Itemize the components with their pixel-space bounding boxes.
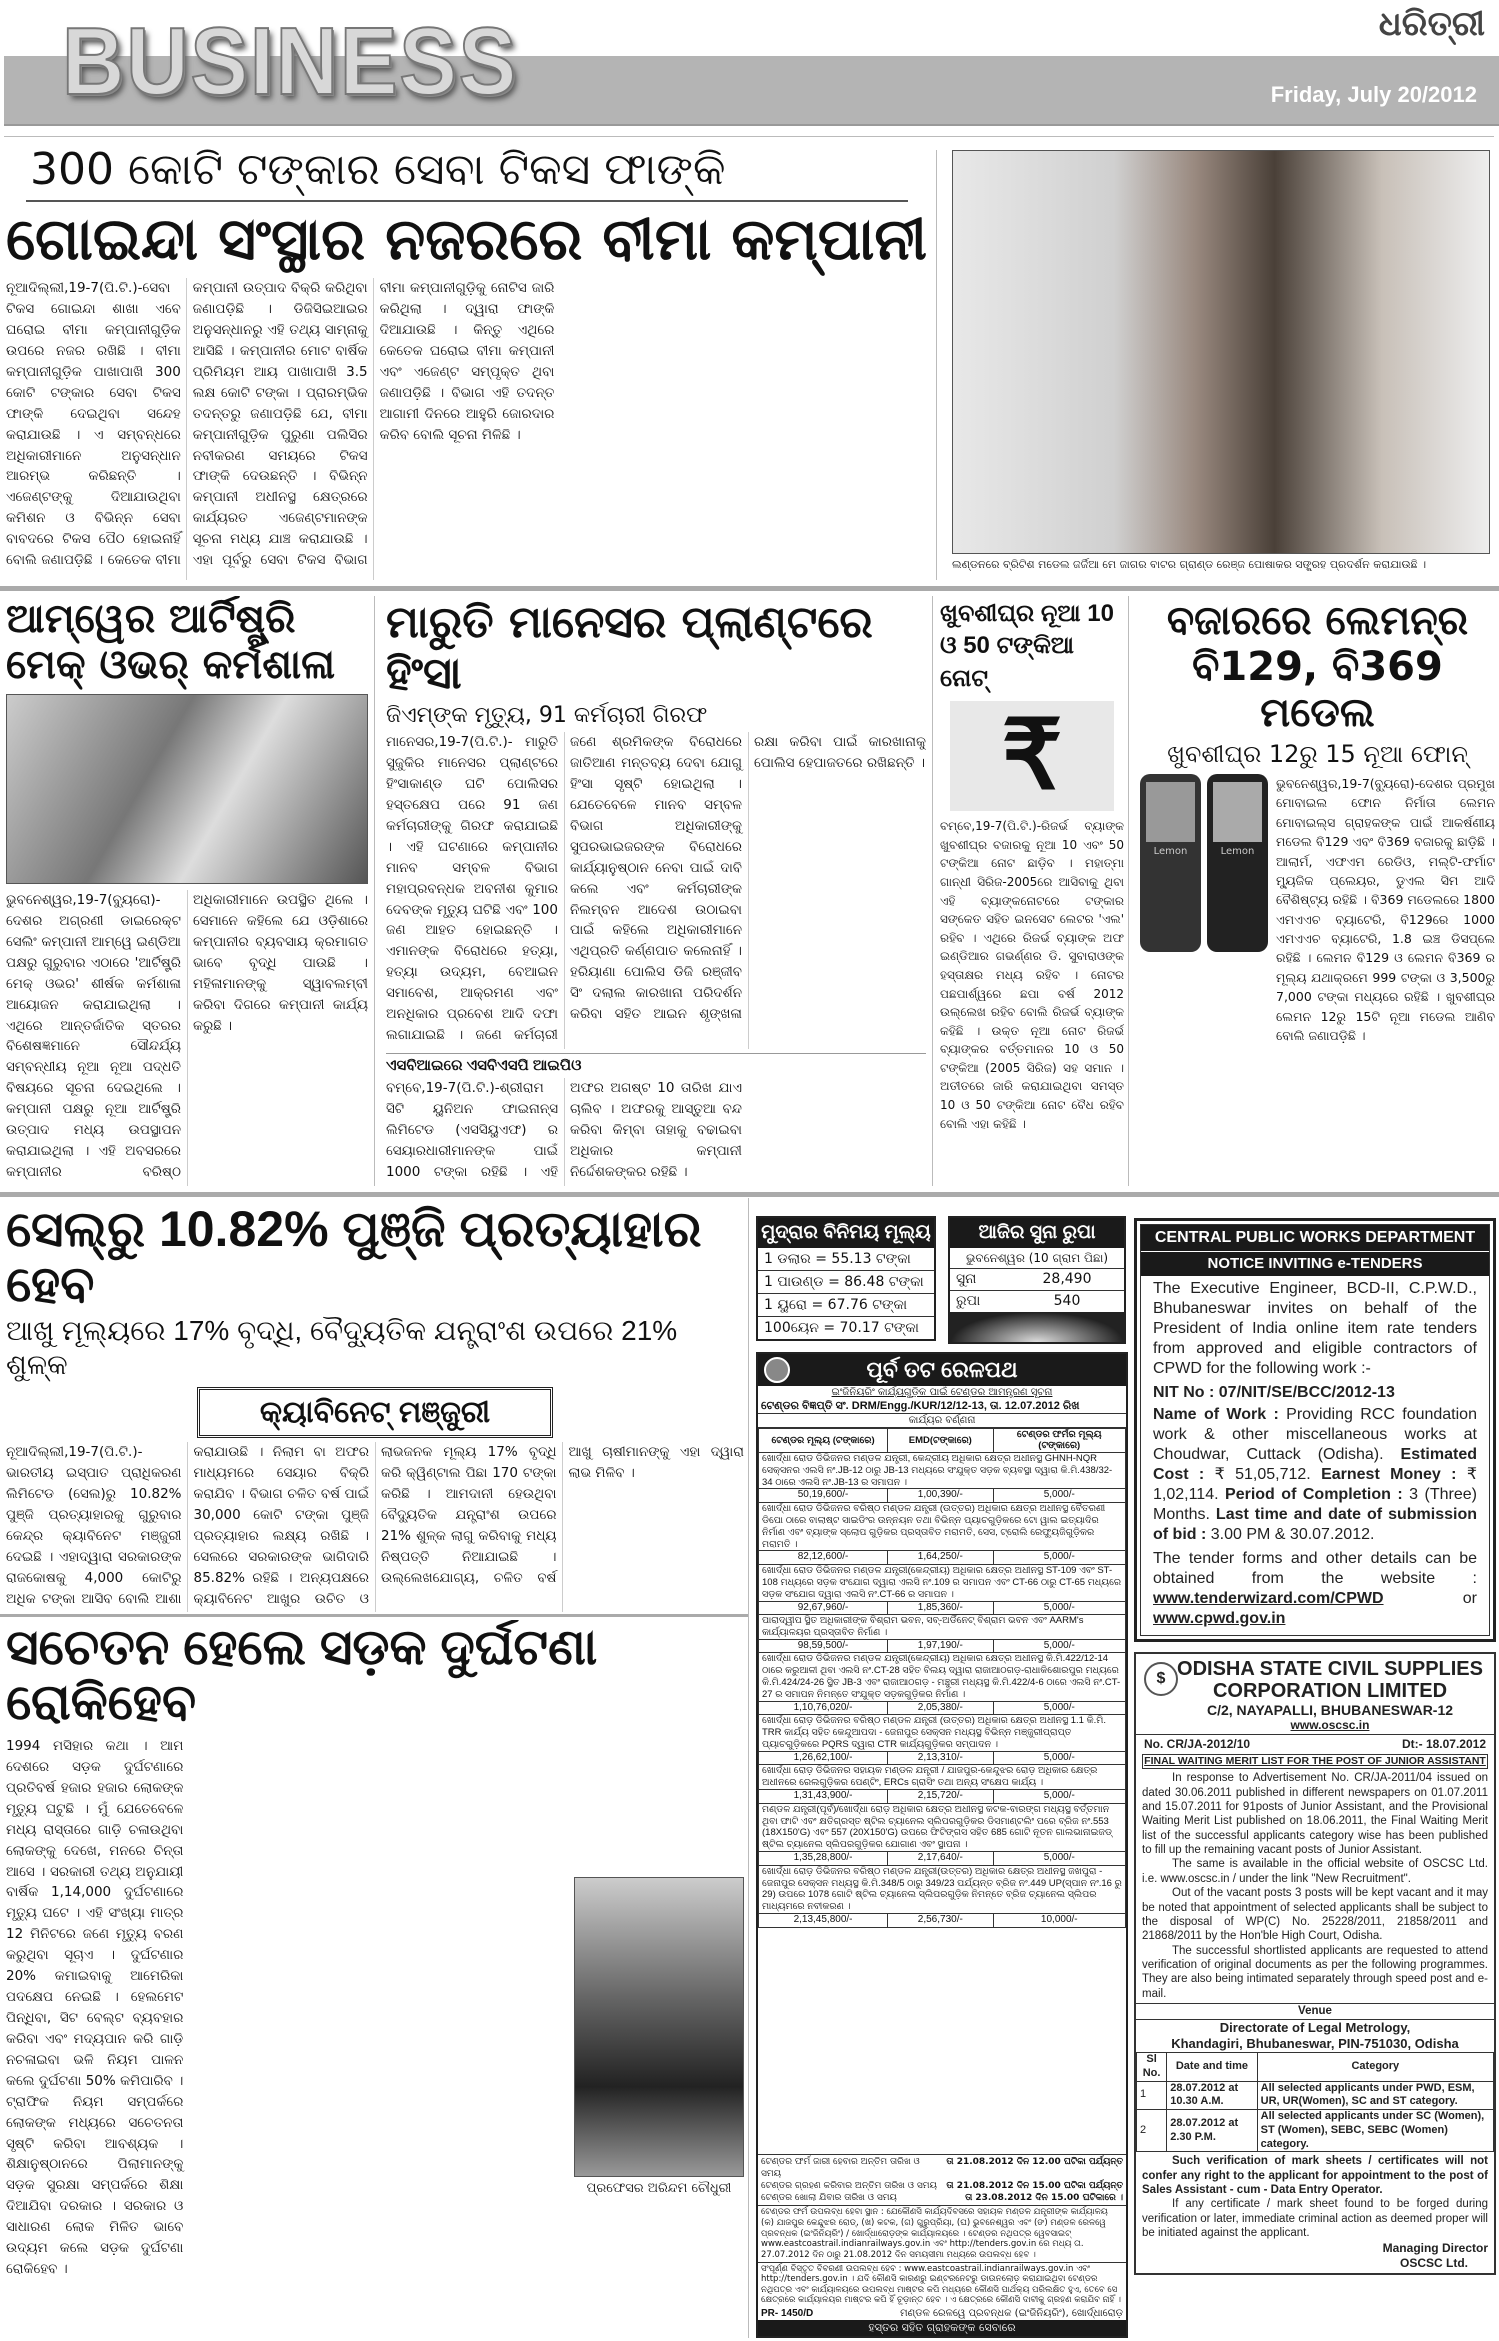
estimated-cost: ₹ 51,05,712. [1214, 1466, 1311, 1483]
col-sl: Sl No. [1137, 2053, 1167, 2082]
gold-row [950, 1269, 1124, 1291]
sail-subheadline: ଆଖୁ ମୂଲ୍ୟରେ 17% ବୃଦ୍ଧି, ବୈଦ୍ୟୁତିକ ଯନ୍ତ୍ରାଂଶ ଉପରେ 21% ଶୁଳ୍କ [6, 1315, 678, 1380]
tender-emd: 2,56,730/- [888, 1914, 993, 1928]
venue [1136, 2019, 1494, 2053]
lemon-headline: ବଜାରରେ ଲେମନ୍‌ର ବି129, ବି369 ମଡେଲ [1166, 598, 1469, 736]
tender-work-row [759, 1803, 1126, 1852]
railway-footer: ହସ୍ତର ସହିତ ଗ୍ରାହକଙ୍କ ସେବାରେ [758, 2320, 1126, 2336]
ref-date: Dt:- 18.07.2012 [1401, 1737, 1486, 1751]
para: The successful shortlisted applicants are requested to attend verification of original documents as per the following programmes. They are also being intimated separately through speed post and e-mail. [1142, 1944, 1488, 2000]
cell: 28.07.2012 at 10.30 A.M. [1167, 2081, 1257, 2110]
divider [748, 1198, 749, 2338]
tender-emd: 2,13,310/- [888, 1751, 993, 1765]
tender-sign [758, 2307, 1126, 2320]
tender-emd: 1,97,190/- [888, 1639, 993, 1653]
divider [374, 596, 375, 1186]
tender-values-row [759, 1751, 1126, 1765]
maruti-body: ମାନେସର,19-7(ପି.ଟି.)- ମାରୁତି ସୁଜୁକିର ମାନେସର ପ୍ଲାଣ୍ଟରେ ହିଂସାକାଣ୍ଡ ଘଟି ପୋଲିସର ହସ୍ତକ୍ଷେପ ପରେ 91 ଜଣ କର୍ମଚାରୀଙ୍କୁ ଗିରଫ କରାଯାଇଛି । ଏହି ଘଟଣାରେ କମ୍ପାନୀର ମାନବ ସମ୍ବଳ ବିଭାଗ ମହାପ୍ରବନ୍ଧକ ଅବନୀଶ କୁମାର ଦେବଙ୍କ ମୃତ୍ୟୁ ଘଟିଛି ଏବଂ 100 ଜଣ ଆହତ ହୋଇଛନ୍ତି । ଏମାନଙ୍କ ବିରୋଧରେ ହତ୍ୟା, ହତ୍ୟା ଉଦ୍ୟମ, ବେଆଇନ ସମାବେଶ, ଆକ୍ରମଣ ଏବଂ ଅନଧିକାର ପ୍ରବେଶ ଆଦି ଦଫା ଲଗାଯାଇଛି । ଜଣେ କର୍ମଚାରୀ ଜଣେ ଶ୍ରମିକଙ୍କ ବିରୋଧରେ ଜାତିଆଣ ମନ୍ତବ୍ୟ ଦେବା ଯୋଗୁ ହିଂସା ସୃଷ୍ଟି ହୋଇଥିଲା । ଯେତେବେଳେ ମାନବ ସମ୍ବଳ ବିଭାଗ ଅଧିକାରୀଙ୍କୁ ସୁପରଭାଇଜରଙ୍କ ବିରୋଧରେ କାର୍ଯ୍ୟାନୁଷ୍ଠାନ ନେବା ପାଇଁ ଦାବି କଲେ ଏବଂ କର୍ମଚାରୀଙ୍କ ନିଲମ୍ବନ ଆଦେଶ ଉଠାଇବା ପାଇଁ କହିଲେ ଅଧିକାରୀମାନେ ଏଥିପ୍ରତି କର୍ଣ୍ଣପାତ କଲେନାହିଁ । ହରିୟାଣା ପୋଲିସ ଡିଜି ରଞ୍ଜୀବ ସିଂ ଦଲାଲ କାରଖାନା ପରିଦର୍ଶନ କରିବା ସହିତ ଆଇନ ଶୃଙ୍ଖଳା ରକ୍ଷା କରିବା ପାଇଁ କାରଖାନାକୁ ପୋଲିସ ହେପାଜତରେ ରଖିଛନ୍ତି । [386, 734, 926, 1044]
currency-row: 100ୟେନ = 70.17 ଟଙ୍କା [764, 1320, 919, 1336]
oscsc-header [1136, 1654, 1494, 1734]
tender-form-cost: 5,000/- [993, 1601, 1125, 1615]
rupee-headline: ଖୁବଶୀଘ୍ର ନୂଆ 10 ଓ 50 ଟଙ୍କିଆ ନୋଟ୍ [940, 600, 1114, 692]
venue-label: Venue [1136, 2003, 1494, 2018]
date-row [761, 2180, 1123, 2192]
tender-values-row [759, 1551, 1126, 1565]
date-value: ତା 23.08.2012 ଦିନ 15.00 ଘଟିକାରେ । [965, 2193, 1123, 2204]
section-title: BUSINESS [62, 8, 519, 115]
currency-row: 1 ପାଉଣ୍ଡ = 86.48 ଟଙ୍କା [758, 1271, 934, 1294]
road-content [6, 1736, 744, 2336]
currency-title: ମୁଦ୍ରାର ବିନିମୟ ମୂଲ୍ୟ [758, 1218, 934, 1248]
work-label: Name of Work : [1153, 1406, 1279, 1423]
currency-row: 1 ଡଲାର = 55.13 ଟଙ୍କା [758, 1248, 934, 1271]
pr-number: PR- 1450/D [761, 2308, 814, 2319]
tender-work-row [759, 1615, 1126, 1640]
work-description: ମଣ୍ଡଳ ଯନ୍ତ୍ରୀ(ପୂର୍ବ)/ଖୋର୍ଦ୍ଧା ରୋଡ଼ ଅଧିକାର କ୍ଷେତ୍ର ଅଧୀନସ୍ଥ କଟକ-ବାରଙ୍ଗ ମଧ୍ୟସ୍ଥ ବର୍ତ୍ତମାନ ଥିବା ଫାଟି ଏବଂ କ୍ଷତିଗ୍ରସ୍ତ ଷ୍ଟିଲ ଚ୍ୟାନେଲ ସ୍ଲିପରଗୁଡ଼ିକର ଡିସମାଣ୍ଟଲିଂ ପରେ ବ୍ରିଜ ନଂ.553 (18X150'G) ଏବଂ 557 (20X150'G) ଉପରେ ଫିଟିଙ୍ଗସ ସହିତ 685 ଗୋଟି ନୂତନ ଗାଲଭାନାଇଜଡ୍ ଷ୍ଟିଲ ଚ୍ୟାନେଲ ସ୍ଲିପରଗୁଡ଼ିକର ଯୋଗାଣ ଏବଂ ସ୍ଥାପନା । [759, 1803, 1126, 1852]
col-category: Category [1257, 2053, 1493, 2082]
metal-price: 540 [1053, 1293, 1081, 1309]
oscsc-notice [1134, 1652, 1496, 2275]
sail-headline: ସେଲ୍‌ରୁ 10.82% ପୁଞ୍ଜି ପ୍ରତ୍ୟାହାର ହେବ [6, 1202, 702, 1312]
para: Such verification of mark sheets / certificates will not confer any right to the applicant for appointment to the post of Sales Assistant - cum - Data Entry Operator. [1142, 2155, 1488, 2196]
tender-details: ସଂପୂର୍ଣ୍ଣ ବିସ୍ତୃତ ବିବରଣୀ ଉପଲବ୍ଧ ହେବ : www.eastcoastrail.indianrailways.gov.in ଏବଂ http://tenders.gov.in । ଯଦି କୌଣସି କାରଣରୁ ଇଣ୍ଟରନେଟରୁ ଡାଉନଲୋଡ଼ କରାଯାଇଥିବା ଟେଣ୍ଡର ନଥିପତ୍ର ଏବଂ କାର୍ଯ୍ୟାଳୟରେ ଉପଲବ୍ଧ ମାଷ୍ଟର କପି ମଧ୍ୟରେ କୌଣସି ପାର୍ଥକ୍ୟ ପରିଲକ୍ଷିତ ହୁଏ, ତେବେ ସେ କ୍ଷେତ୍ରରେ କାର୍ଯ୍ୟାଳୟର ମାଷ୍ଟର କପି ହିଁ ଚୂଡ଼ାନ୍ତ ହେବ । ଏ କ୍ଷେତ୍ରରେ କୌଣସି ଦାବୀକୁ ଗ୍ରହଣ କରାଯିବ ନାହିଁ । [761, 2263, 1121, 2306]
date-label: ଟେଣ୍ଡର ଖୋଲା ଯିବାର ତାରିଖ ଓ ସମୟ [761, 2193, 897, 2204]
road-body: 1994 ମସିହାର କଥା । ଆମ ଦେଶରେ ସଡ଼କ ଦୁର୍ଘଟଣାରେ ପ୍ରତିବର୍ଷ ହଜାର ହଜାର ଲୋକଙ୍କ ମୃତ୍ୟୁ ଘଟୁଛି । ମୁଁ ଯେତେବେଳେ ମଧ୍ୟ ରାସ୍ତାରେ ଗାଡ଼ି ଚଳାଉଥିବା ଲୋକଙ୍କୁ ଦେଖେ, ମନରେ ଚିନ୍ତା ଆସେ । ସରକାରୀ ତଥ୍ୟ ଅନୁଯାୟୀ ବାର୍ଷିକ 1,14,000 ଦୁର୍ଘଟଣାରେ ମୃତ୍ୟୁ ଘଟେ । ଏହି ସଂଖ୍ୟା ମାତ୍ର 12 ମିନିଟରେ ଜଣେ ମୃତ୍ୟୁ ବରଣ କରୁଥିବା ସୂଚାଏ । ଦୁର୍ଘଟଣାର 20% କମାଇବାକୁ ଆମେରିକା ପଦକ୍ଷେପ ନେଇଛି । ହେଲମେଟ ପିନ୍ଧିବା, ସିଟ ବେଲ୍ଟ ବ୍ୟବହାର କରିବା ଏବଂ ମଦ୍ୟପାନ କରି ଗାଡ଼ି ନଚଳାଇବା ଭଳି ନିୟମ ପାଳନ କଲେ ଦୁର୍ଘଟଣା 50% କମିପାରିବ । ଟ୍ରାଫିକ ନିୟମ ସମ୍ପର୍କରେ ଲୋକଙ୍କ ମଧ୍ୟରେ ସଚେତନତା ସୃଷ୍ଟି କରିବା ଆବଶ୍ୟକ । ଶିକ୍ଷାନୁଷ୍ଠାନରେ ପିଲାମାନଙ୍କୁ ସଡ଼କ ସୁରକ୍ଷା ସମ୍ପର୍କରେ ଶିକ୍ଷା ଦିଆଯିବା ଦରକାର । ସରକାର ଓ ସାଧାରଣ ଲୋକ ମିଳିତ ଭାବେ ଉଦ୍ୟମ କଲେ ସଡ଼କ ଦୁର୍ଘଟଣା ରୋକିହେବ । [6, 1738, 184, 2278]
date-value: ତା 21.08.2012 ଦିନ 12.00 ଘଟିକା ପର୍ଯ୍ୟନ୍ତ [946, 2157, 1123, 2168]
tender-table-wrap [758, 1428, 1126, 2154]
road-story [6, 1620, 744, 2336]
metal-label: ରୁପା [956, 1293, 981, 1309]
divider [4, 136, 1494, 137]
tender-dates [758, 2154, 1126, 2206]
tender-emd: 2,15,720/- [888, 1790, 993, 1804]
tender-cost: 2,13,45,800/- [759, 1914, 888, 1928]
cpwd-intro: The Executive Engineer, BCD-II, C.P.W.D., Bhubaneswar invites on behalf of the President of India online item rate tenders from approved and eligible contractors of CPWD for the following work :- [1153, 1280, 1477, 1377]
cpwd-subtitle: NOTICE INVITING e-TENDERS [1141, 1251, 1489, 1276]
oscsc-body [1136, 1769, 1494, 2003]
work-description: ପାରାଦ୍ୱୀପ ସ୍ଥିତ ଅଧିକାରୀଙ୍କ ବିଶ୍ରାମ ଭବନ, ସବ୍-ଅର୍ଡିନେଟ୍ ବିଶ୍ରାମ ଭବନ ଏବଂ AARM's କାର୍ଯ୍ୟାଳୟର ପ୍ରସ୍ତାବିତ ନିର୍ମାଣ । [759, 1615, 1126, 1640]
tender-emd: 1,00,390/- [888, 1489, 993, 1503]
tender-form-cost: 5,000/- [993, 1751, 1125, 1765]
phone-brand: Lemon [1153, 846, 1188, 857]
work-description: ଖୋର୍ଦ୍ଧା ରୋଡ ଡିଭିଜନର ବରିଷ୍ଠ ମଣ୍ଡଳ ଯନ୍ତ୍ରୀ (ଉତ୍ତର) ଅଧିକାର କ୍ଷେତ୍ର ଅଧୀନସ୍ଥ ବୈତରଣୀ ଡିପୋ ଠାରେ ବାଲାଷ୍ଟ ସାଇଡିଂର ଉନ୍ନୟନ ତଥା ବିଭିନ୍ନ ପ୍ୟାଚଗୁଡ଼ିକରେ ଟୋ ୱାଲ ଇତ୍ୟାଦିର ନିର୍ମାଣ ଏବଂ ବ୍ୟାଙ୍କ ସ୍ଲୋପ ଗୁଡ଼ିକର ପ୍ରସ୍ତାବିତ ମରାମତି, ସେସ, ଟ୍ରୋଲି ରେଫ୍ୟୁଜିଗୁଡ଼ିକର ମରାମତି । [759, 1502, 1126, 1551]
road-headline: ସଚେତନ ହେଲେ ସଡ଼କ ଦୁର୍ଘଟଣା ରୋକିହେବ [6, 1620, 598, 1730]
sail-body: ନୂଆଦିଲ୍ଲୀ,19-7(ପି.ଟି.)-ଭାରତୀୟ ଇସ୍ପାତ ପ୍ରାଧିକରଣ ଲିମିଟେଡ (ସେଲ)ରୁ 10.82% ପୁଞ୍ଜି ପ୍ରତ୍ୟାହାରକୁ ଗୁରୁବାର କେନ୍ଦ୍ର କ୍ୟାବିନେଟ ମଞ୍ଜୁରୀ ଦେଇଛି । ଏହାଦ୍ୱାରା ସରକାରଙ୍କ ରାଜକୋଷକୁ 4,000 କୋଟିରୁ ଅଧିକ ଟଙ୍କା ଆସିବ ବୋଲି ଆଶା କରାଯାଉଛି । ନିଲାମ ବା ଅଫର ମାଧ୍ୟମରେ ସେୟାର ବିକ୍ରି କରାଯିବ । ବିଭାଗ ଚଳିତ ବର୍ଷ ପାଇଁ 30,000 କୋଟି ଟଙ୍କା ପୁଞ୍ଜି ପ୍ରତ୍ୟାହାର ଲକ୍ଷ୍ୟ ରଖିଛି । ସେଲରେ ସରକାରଙ୍କ ଭାଗିଦାରି 85.82% ରହିଛି । ଅନ୍ୟପକ୍ଷରେ କ୍ୟାବିନେଟ ଆଖୁର ଉଚିତ ଓ ଲାଭଜନକ ମୂଲ୍ୟ 17% ବୃଦ୍ଧି କରି କ୍ୱିଣ୍ଟାଲ ପିଛା 170 ଟଙ୍କା କରିଛି । ଆମଦାନୀ ହେଉଥିବା ବୈଦ୍ୟୁତିକ ଯନ୍ତ୍ରାଂଶ ଉପରେ 21% ଶୁଳ୍କ ଲାଗୁ କରିବାକୁ ମଧ୍ୟ ନିଷ୍ପତ୍ତି ନିଆଯାଇଛି । ଉଲ୍ଲେଖଯୋଗ୍ୟ, ଚଳିତ ବର୍ଷ ଆଖୁ ଚାଷୀମାନଙ୍କୁ ଏହା ଦ୍ୱାରା ଲାଭ ମିଳିବ । [6, 1444, 744, 1607]
tender-emd: 2,05,380/- [888, 1701, 993, 1715]
lemon-content [1140, 774, 1495, 1186]
work-heading: କାର୍ଯ୍ୟର ବର୍ଣ୍ଣନା [758, 1414, 1126, 1428]
tender-form-cost: 5,000/- [993, 1639, 1125, 1653]
tender-work-row [759, 1502, 1126, 1551]
phone-b369 [1207, 774, 1268, 952]
tender-cost: 82,12,600/- [759, 1551, 888, 1565]
lead-body: ନୂଆଦିଲ୍ଲୀ,19-7(ପି.ଟି.)-ସେବା ଟିକସ ଗୋଇନ୍ଦା ଶାଖା ଏବେ ଘରୋଇ ବୀମା କମ୍ପାନୀଗୁଡ଼ିକ ଉପରେ ନଜର ରଖିଛି । ବୀମା କମ୍ପାନୀଗୁଡ଼ିକ ପାଖାପାଖି 300 କୋଟି ଟଙ୍କାର ସେବା ଟିକସ ଫାଙ୍କି ଦେଇଥିବା ସନ୍ଦେହ କରାଯାଉଛି । ଏ ସମ୍ବନ୍ଧରେ ଅଧିକାରୀମାନେ ଅନୁସନ୍ଧାନ ଆରମ୍ଭ କରିଛନ୍ତି । ଏଜେଣ୍ଟଙ୍କୁ ଦିଆଯାଉଥିବା କମିଶନ ଓ ବିଭିନ୍ନ ସେବା ବାବଦରେ ଟିକସ ପୈଠ ହୋଇନାହିଁ ବୋଲି ଜଣାପଡ଼ିଛି । କେତେକ ବୀମା କମ୍ପାନୀ ଉତ୍ପାଦ ବିକ୍ରି କରିଥିବା ଜଣାପଡ଼ିଛି । ଡିଜିସିଇଆଇର ଅନୁସନ୍ଧାନରୁ ଏହି ତଥ୍ୟ ସାମ୍ନାକୁ ଆସିଛି । କମ୍ପାନୀର ମୋଟ ବାର୍ଷିକ ପ୍ରିମିୟମ ଆୟ ପାଖାପାଖି 3.5 ଲକ୍ଷ କୋଟି ଟଙ୍କା । ପ୍ରାରମ୍ଭିକ ତଦନ୍ତରୁ ଜଣାପଡ଼ିଛି ଯେ, ବୀମା କମ୍ପାନୀଗୁଡ଼ିକ ପୁରୁଣା ପଲିସିର ନବୀକରଣ ସମୟରେ ଟିକସ ଫାଙ୍କି ଦେଉଛନ୍ତି । ବିଭିନ୍ନ କମ୍ପାନୀ ଅଧୀନସ୍ଥ କ୍ଷେତ୍ରରେ କାର୍ଯ୍ୟରତ ଏଜେଣ୍ଟମାନଙ୍କ ସୂଚନା ମଧ୍ୟ ଯାଞ୍ଚ କରାଯାଉଛି । ଏହା ପୂର୍ବରୁ ସେବା ଟିକସ ବିଭାଗ ବୀମା କମ୍ପାନୀଗୁଡ଼ିକୁ ନୋଟିସ ଜାରି କରିଥିଲା । ଦ୍ୱାରା ଫାଙ୍କି ଦିଆଯାଉଛି । କିନ୍ତୁ ଏଥିରେ କେତେକ ଘରୋଇ ବୀମା କମ୍ପାନୀ ଏବଂ ଏଜେଣ୍ଟ ସମ୍ପୃକ୍ତ ଥିବା ଜଣାପଡ଼ିଛି । ବିଭାଗ ଏହି ତଦନ୍ତ ଆଗାମୀ ଦିନରେ ଆହୁରି ଜୋରଦାର କରିବ ବୋଲି ସୂଚନା ମିଳିଛି । [6, 280, 555, 569]
col-date: Date and time [1167, 2053, 1257, 2082]
ipo-subheadline: ଏସବିଆଇରେ ଏସବିଏସପି ଆଇପିଓ [386, 1053, 926, 1074]
tender-info: ଟେଣ୍ଡର ଫର୍ମ ଉପଲବ୍ଧ ହେବା ସ୍ଥାନ : ଯେକୌଣସି କାର୍ଯ୍ୟଦିବସରେ ସହାୟକ ମଣ୍ଡଳ ଯନ୍ତ୍ରୀଙ୍କ କାର୍ଯ୍ୟାଳୟ (କ) ଯାଜପୁର କେନ୍ଦୁଝର ରୋଡ୍, (ଖ) କଟକ, (ଗ) ଗୁରୁପ୍ରିୟା, (ଘ) ଭୁବନେଶ୍ୱର ଏବଂ (ଙ) ମଣ୍ଡଳ ରେଳୱେ ପ୍ରବନ୍ଧକ (ଇଂଜିନିୟରିଂ) / ଖୋର୍ଦ୍ଧାରୋଡ଼ଙ୍କ କାର୍ଯ୍ୟାଳୟରେ । ଟେଣ୍ଡର ନଥିପତ୍ର ୱେବସାଇଟ୍ www.eastcoastrail.indianrailways.gov.in ଏବଂ http://tenders.gov.in ରେ ମଧ୍ୟ ତା. 27.07.2012 ଦିନ ଠାରୁ 21.08.2012 ଦିନ ସମୟସୀମା ମଧ୍ୟରେ ଉପଲବ୍ଧ ହେବ । [758, 2206, 1126, 2262]
period-label: Period of Completion : [1225, 1486, 1403, 1503]
tender-work-row [759, 1715, 1126, 1752]
tender-values-row [759, 1852, 1126, 1866]
tender-values-row [759, 1914, 1126, 1928]
or-text: or [1462, 1590, 1477, 1607]
bid-deadline: 3.00 PM & 30.07.2012. [1210, 1526, 1375, 1543]
author-caption: ପ୍ରଫେସର ଅରିନ୍ଦମ ଚୌଧୁରୀ [586, 2180, 732, 2196]
col-cost: ଟେଣ୍ଡର ମୂଲ୍ୟ (ଟଙ୍କାରେ) [759, 1429, 888, 1453]
jewellery-image [950, 1312, 1124, 1342]
date-label: ଟେଣ୍ଡର ଫର୍ମ ଜାରୀ ହେବାର ଅନ୍ତିମ ତାରିଖ ଓ ସମୟ [761, 2157, 920, 2180]
cell: 2 [1137, 2110, 1167, 2152]
cell: All selected applicants under SC (Women), ST (Women), SEBC, SEBC (Women) category. [1257, 2110, 1493, 2152]
cell: All selected applicants under PWD, ESM, UR, UR(Women), SC and ST category. [1257, 2081, 1493, 2110]
oscsc-footer [1136, 2152, 1494, 2272]
date-value: ତା 21.08.2012 ଦିନ 15.00 ଘଟିକା ପର୍ଯ୍ୟନ୍ତ [946, 2181, 1123, 2192]
venue-line: Directorate of Legal Metrology, [1219, 2019, 1411, 2035]
railway-ref: ଟେଣ୍ଡର ବିଜ୍ଞପ୍ତି ସଂ. DRM/Engg./KUR/12/12-13, ତା. 12.07.2012 ରିଖ [758, 1399, 1126, 1414]
ref-row [1136, 1734, 1494, 1754]
phones-image [1140, 774, 1268, 952]
divider [0, 586, 1499, 591]
para: Out of the vacant posts 3 posts will be kept vacant and it may be noted that appointment of selected applicants shall be subject to the disposal of WP(C) No. 25228/2011, 21858/2011 and 21868/2011 by the Hon'ble High Court, Odisha. [1142, 1887, 1488, 1943]
tender-values-row [759, 1639, 1126, 1653]
divider [932, 596, 933, 1186]
gold-silver-box [948, 1216, 1126, 1344]
signatory-org: OSCSC Ltd. [1400, 2255, 1468, 2270]
merit-list-heading: FINAL WAITING MERIT LIST FOR THE POST OF JUNIOR ASSISTANT [1142, 1754, 1488, 1769]
maruti-headline: ମାରୁତି ମାନେସର ପ୍ଲାଣ୍ଟରେ ହିଂସା [386, 598, 873, 699]
rupee-story [940, 598, 1124, 1186]
right-notices [1134, 1218, 1496, 2338]
completion-period: 3 (Three) Months. [1153, 1486, 1478, 1523]
work-description: ଖୋର୍ଦ୍ଧା ରୋଡ ଡିଭିଜନର ମଣ୍ଡଳ ଯନ୍ତ୍ରୀ(କେନ୍ଦ୍ରୀୟ) ଅଧିକାର କ୍ଷେତ୍ର ଅଧୀନସ୍ଥ ST-109 ଏବଂ ST-108 ମଧ୍ୟରେ ସଡ଼କ ସଂଯୋଗ ଦ୍ୱାରା ଏଲସି ନଂ.109 ର ସମାପନ ଏବଂ CT-66 ଠାରୁ CT-65 ମଧ୍ୟରେ ସଡ଼କ ସଂଯୋଗ ଦ୍ୱାରା ଏଲସି ନଂ.CT-66 ର ସମାପନ । [759, 1564, 1126, 1601]
issue-date: Friday, July 20/2012 [1270, 82, 1477, 107]
lead-headline: ଗୋଇନ୍ଦା ସଂସ୍ଥାର ନଜରରେ ବୀମା କମ୍ପାନୀ [6, 205, 927, 274]
rupee-body: ବମ୍ବେ,19-7(ପି.ଟି.)-ରିଜର୍ଭ ବ୍ୟାଙ୍କ ଖୁବଶୀଘ୍ର ବଜାରକୁ ନୂଆ 10 ଏବଂ 50 ଟଙ୍କିଆ ନୋଟ ଛାଡ଼ିବ । ମହାତ୍ମା ଗାନ୍ଧୀ ସିରିଜ-2005ରେ ଆସିବାକୁ ଥିବା ଏହି ବ୍ୟାଙ୍କନୋଟରେ ଟଙ୍କାର ସଙ୍କେତ ସହିତ ଇନସେଟ ଲେଟର 'ଏଲ' ରହିବ । ଏଥିରେ ରିଜର୍ଭ ବ୍ୟାଙ୍କ ଅଫ ଇଣ୍ଡିଆର ଗଭର୍ଣ୍ଣର ଡି. ସୁବାରାଓଙ୍କ ହସ୍ତାକ୍ଷର ମଧ୍ୟ ରହିବ । ନୋଟର ପଛପାର୍ଶ୍ୱରେ ଛପା ବର୍ଷ 2012 ଉଲ୍ଲେଖ ରହିବ ବୋଲି ରିଜର୍ଭ ବ୍ୟାଙ୍କ କହିଛି । ଉକ୍ତ ନୂଆ ନୋଟ ରିଜର୍ଭ ବ୍ୟାଙ୍କର ବର୍ତ୍ତମାନର 10 ଓ 50 ଟଙ୍କିଆ (2005 ସିରିଜ) ସହ ସମାନ । ଅତୀତରେ ଜାରି କରାଯାଇଥିବା ସମସ୍ତ 10 ଓ 50 ଟଙ୍କିଆ ନୋଟ ବୈଧ ରହିବ ବୋଲି ଏହା କହିଛି । [940, 819, 1124, 1131]
lemon-body: ଭୁବନେଶ୍ୱର,19-7(ବ୍ୟୁରୋ)-ଦେଶର ପ୍ରମୁଖ ମୋବାଇଲ ଫୋନ ନିର୍ମାତା ଲେମନ ମୋବାଇଲ୍ସ ଗ୍ରାହକଙ୍କ ପାଇଁ ଆକର୍ଷଣୀୟ ମଡେଲ ବି129 ଏବଂ ବି369 ବଜାରକୁ ଛାଡ଼ିଛି । ଆଲାର୍ମ, ଏଫଏମ ରେଡିଓ, ମଲ୍ଟି-ଫର୍ମାଟ ମ୍ୟୁଜିକ ପ୍ଲେୟର, ଡୁଏଲ ସିମ ଆଦି ବୈଶିଷ୍ଟ୍ୟ ରହିଛି । ବି369 ମଡେଲରେ 1800 ଏମଏଏଚ ବ୍ୟାଟେରି, ବି129ରେ 1000 ଏମଏଏଚ ବ୍ୟାଟେରି, 1.8 ଇଞ୍ଚ ଡିସପ୍ଲେ ରହିଛି । ଲେମନ ବି129 ଓ ଲେମନ ବି369 ର ମୂଲ୍ୟ ଯଥାକ୍ରମେ 999 ଟଙ୍କା ଓ 3,500ରୁ 7,000 ଟଙ୍କା ମଧ୍ୟରେ ରହିଛି । ଖୁବଶୀଘ୍ର ଲେମନ 12ରୁ 15ଟି ନୂଆ ମଡେଲ ଆଣିବ ବୋଲି ଜଣାପଡ଼ିଛି । [1276, 776, 1495, 1043]
tender-cost: 1,31,43,900/- [759, 1790, 888, 1804]
tender-values-row [759, 1489, 1126, 1503]
cell: 1 [1137, 2081, 1167, 2110]
divider [26, 200, 908, 202]
para: If any certificate / mark sheet found to be forged during verification or later, immediate criminal action as deemed proper will be initiated against the applicant. [1142, 2198, 1488, 2240]
tender-work-row [759, 1452, 1126, 1489]
tender-work-row [759, 1865, 1126, 1914]
maruti-story [386, 598, 926, 1186]
newspaper-logo: ଧରିତ୍ରୀ [1378, 4, 1485, 44]
currency-row: 1 ୟୁରୋ = 67.76 ଟଙ୍କା [758, 1294, 934, 1317]
tender-work-row [759, 1564, 1126, 1601]
tender-form-cost: 5,000/- [993, 1551, 1125, 1565]
silver-row [950, 1291, 1124, 1312]
amway-story [6, 596, 368, 1186]
forms-text: The tender forms and other details can be obtained from the website : [1153, 1550, 1477, 1587]
author-figure [574, 1736, 744, 2336]
ipo-body: ବମ୍ବେ,19-7(ପି.ଟି.)-ଶ୍ରୀରାମ ସିଟି ୟୁନିଅନ ଫାଇନାନ୍ସ ଲିମିଟେଡ (ଏସସିୟୁଏଫ) ର ସେୟାରଧାରୀମାନଙ୍କ ପାଇଁ 1000 ଟଙ୍କା ରହିଛି । ଏହି ଅଫର ଅଗଷ୍ଟ 10 ତାରିଖ ଯାଏ ଚାଲିବ । ଅଫରକୁ ଆସ୍ତୁଆ ବନ୍ଦ କରିବା କିମ୍ବା ତାହାକୁ ବଢାଇବା ଅଧିକାର କମ୍ପାନୀ ନିର୍ଦ୍ଦେଶକଙ୍କର ରହିଛି । [386, 1080, 742, 1180]
lead-kicker: 300 କୋଟି ଟଙ୍କାର ସେବା ଟିକସ ଫାଙ୍କି [30, 146, 726, 195]
work-description: ଖୋର୍ଦ୍ଧା ରୋଡ ଡିଭିଜନର ମଣ୍ଡଳ ଯନ୍ତ୍ରୀ(କେନ୍ଦ୍ରୀୟ) ଅଧିକାର କ୍ଷେତ୍ର ଅଧୀନସ୍ଥ କି.ମି.422/12-14 ଠାରେ କରୁଆଳୀ ଥିବା ଏଲସି ନଂ.CT-28 ସହିତ ବିଲୟ ଦ୍ୱାରା ରାଜାଆଠଗଡ଼-ରାଧାକିଶୋରପୁର ମଧ୍ୟରେ କି.ମି.424/24-26 ସ୍ଥିତ JB-3 ଏବଂ ରାଜାଆଠଗଡ଼ - ମଞ୍ଚୁରୀ ମଧ୍ୟସ୍ଥ କି.ମି.422/4-6 ଠାରେ ଏଲସି ନଂ.CT-27 ର ସମାପନ ନିମନ୍ତେ ସଂଯୁକ୍ତ ସଡ଼କଗୁଡ଼ିକର ନିର୍ମାଣ । [759, 1653, 1126, 1702]
tender-form-cost: 5,000/- [993, 1489, 1125, 1503]
cpwd-title: CENTRAL PUBLIC WORKS DEPARTMENT [1141, 1225, 1489, 1251]
amway-body: ଭୁବନେଶ୍ୱର,19-7(ବ୍ୟୁରୋ)- ଦେଶର ଅଗ୍ରଣୀ ଡାଇରେକ୍ଟ ସେଲିଂ କମ୍ପାନୀ ଆମ୍ୱେ ଇଣ୍ଡିଆ ପକ୍ଷରୁ ଗୁରୁବାର ଏଠାରେ 'ଆର୍ଟିଷ୍ଟ୍ରି ମେକ୍ ଓଭର' ଶୀର୍ଷକ କର୍ମଶାଳା ଆୟୋଜନ କରାଯାଇଥିଲା । ଏଥିରେ ଆନ୍ତର୍ଜାତିକ ସ୍ତରର ବିଶେଷଜ୍ଞମାନେ ସୌନ୍ଦର୍ଯ୍ୟ ସମ୍ବନ୍ଧୀୟ ନୂଆ ନୂଆ ପଦ୍ଧତି ବିଷୟରେ ସୂଚନା ଦେଇଥିଲେ । କମ୍ପାନୀ ପକ୍ଷରୁ ନୂଆ ଆର୍ଟିଷ୍ଟ୍ରି ଉତ୍ପାଦ ମଧ୍ୟ ଉପସ୍ଥାପନ କରାଯାଇଥିଲା । ଏହି ଅବସରରେ କମ୍ପାନୀର ବରିଷ୍ଠ ଅଧିକାରୀମାନେ ଉପସ୍ଥିତ ଥିଲେ । ସେମାନେ କହିଲେ ଯେ ଓଡ଼ିଶାରେ କମ୍ପାନୀର ବ୍ୟବସାୟ କ୍ରମାଗତ ଭାବେ ବୃଦ୍ଧି ପାଉଛି । ମହିଳାମାନଙ୍କୁ ସ୍ୱାବଲମ୍ବୀ କରିବା ଦିଗରେ କମ୍ପାନୀ କାର୍ଯ୍ୟ କରୁଛି । [6, 892, 368, 1180]
para: The same is available in the official website of OSCSC Ltd. i.e. www.oscsc.in / under the link "New Recruitment". [1142, 1858, 1488, 1885]
divider [936, 150, 937, 580]
tender-cost: 98,59,500/- [759, 1639, 888, 1653]
cabinet-box: କ୍ୟାବିନେଟ୍ ମଞ୍ଜୁରୀ [197, 1387, 553, 1438]
tender-cost: 92,67,960/- [759, 1601, 888, 1615]
rupee-symbol-icon: ₹ [950, 701, 1114, 811]
work-description: ଖୋର୍ଦ୍ଧା ରୋଡ ଡିଭିଜନର ମଣ୍ଡଳ ଯନ୍ତ୍ରୀ, କେନ୍ଦ୍ରୀୟ ଅଧିକାର କ୍ଷେତ୍ର ଅଧୀନସ୍ଥ GHNH-NQR ସେକ୍ସନର ଏଲସି ନଂ.JB-12 ଠାରୁ JB-13 ମଧ୍ୟରେ ସଂଯୁକ୍ତ ସଡ଼କ ବ୍ୟବସ୍ଥା ଦ୍ୱାରା କି.ମି.438/32-34 ଠାରେ ଏଲସି ନଂ.JB-13 ର ସମାପନ । [759, 1452, 1126, 1489]
railway-title [758, 1354, 1126, 1386]
tender-form-cost: 5,000/- [993, 1701, 1125, 1715]
tender-table [758, 1428, 1126, 1928]
oscsc-address: C/2, NAYAPALLI, BHUBANESWAR-12 [1206, 1702, 1454, 1718]
signatory: ମଣ୍ଡଳ ରେଳୱେ ପ୍ରବନ୍ଧକ (ଇଂଜିନିୟରିଂ), ଖୋର୍ଦ୍ଧାରୋଡ଼ [900, 2308, 1123, 2319]
date-row [761, 2156, 1123, 2180]
ref-number: No. CR/JA-2012/10 [1144, 1737, 1251, 1751]
tender-values-row [759, 1790, 1126, 1804]
divider [0, 1192, 1499, 1197]
oscsc-website[interactable]: www.oscsc.in [1290, 1718, 1370, 1732]
oscsc-title: ODISHA STATE CIVIL SUPPLIES [1177, 1658, 1483, 1680]
col-form: ଟେଣ୍ଡର ଫର୍ମର ମୂଲ୍ୟ (ଟଙ୍କାରେ) [993, 1429, 1125, 1453]
emd-label: Earnest Money : [1321, 1466, 1457, 1483]
currency-box [756, 1216, 936, 1341]
tender-cost: 50,19,600/- [759, 1489, 888, 1503]
cell: 28.07.2012 at 2.30 P.M. [1167, 2110, 1257, 2152]
photo-caption: ଲଣ୍ଡନରେ ବ୍ରିଟିଶ ମଡେଲ ଜର୍ଜିଆ ମେ ଜାଗର ବାଟର ଗ୍ରାଣ୍ଡ ରେଞ୍ଜ ପୋଷାକର ସଙ୍ଗ୍ରହ ପ୍ରଦର୍ଶନ କରାଯାଉଛି । [952, 558, 1427, 571]
deadline-label: Last time and date of submission of bid : [1153, 1506, 1478, 1543]
phone-brand: Lemon [1220, 846, 1255, 857]
tender-work-row [759, 1653, 1126, 1702]
table-row [1137, 2110, 1494, 2152]
divider [0, 1614, 748, 1617]
tender-emd: 1,85,360/- [888, 1601, 993, 1615]
cost-label: Estimated Cost : [1153, 1446, 1477, 1483]
cpwd-link[interactable]: www.cpwd.gov.in [1153, 1610, 1286, 1627]
amway-headline: ଆମ୍ୱେର ଆର୍ଟିଷ୍ଟ୍ରି ମେକ୍ ଓଭର୍ କର୍ମଶାଳା [6, 596, 336, 688]
cpwd-notice [1134, 1218, 1496, 1642]
col-emd: EMD(ଟଙ୍କାରେ) [888, 1429, 993, 1453]
schedule-table [1136, 2052, 1494, 2152]
phone-b129 [1140, 774, 1201, 952]
railway-notice: ଇଂଜିନିୟରିଂ କାର୍ଯ୍ୟଗୁଡ଼ିକ ପାଇଁ ଟେଣ୍ଡର ଆମନ୍ତ୍ରଣ ସୂଚନା [831, 1387, 1053, 1398]
date-row [761, 2192, 1123, 2204]
lead-story [6, 146, 928, 580]
lemon-subheadline: ଖୁବଶୀଘ୍ର 12ରୁ 15 ନୂଆ ଫୋନ୍ [1167, 740, 1468, 768]
date-label: ଟେଣ୍ଡର ଗ୍ରହଣ କରିବାର ଅନ୍ତିମ ତାରିଖ ଓ ସମୟ [761, 2181, 937, 2192]
tender-values-row [759, 1601, 1126, 1615]
model-photo [952, 150, 1490, 554]
tender-form-cost: 10,000/- [993, 1914, 1125, 1928]
oscsc-emblem-icon: $ [1144, 1662, 1178, 1696]
divider [1128, 596, 1129, 1186]
para: In response to Advertisement No. CR/JA-2011/04 issued on dated 30.06.2011 published in different newspapers on 01.07.2011 and 15.07.2011 for 91posts of Junior Assistant, and the Provisional Waiting Merit List published on 18.06.2011, the Final Waiting Merit list of the successful applicants category wise has been published to fill up the remaining vacant posts of Junior Assistant. [1142, 1772, 1488, 1856]
cpwd-text [1141, 1276, 1489, 1635]
railway-emblem-icon [764, 1357, 790, 1383]
work-description: ଖୋର୍ଦ୍ଧା ରୋଡ଼ ଡିଭିଜନର ବରିଷ୍ଠ ମଣ୍ଡଳ ଯନ୍ତ୍ରୀ (ଉତ୍ତର) ଅଧିକାର କ୍ଷେତ୍ର ଅଧୀନସ୍ଥ 1.1 କି.ମି. TRR କାର୍ଯ୍ୟ ସହିତ କେନ୍ଦୁଆପଦା - ଜେନାପୁର ସେକ୍ସନ ମଧ୍ୟସ୍ଥ ବିଭିନ୍ନ ମଞ୍ଜୁରୀପ୍ରାପ୍ତ ପ୍ୟାଚଗୁଡ଼ିକରେ PQRS ଦ୍ୱାରା CTR କାର୍ଯ୍ୟଗୁଡ଼ିକର ସମ୍ପାଦନ । [759, 1715, 1126, 1752]
tender-emd: 1,64,250/- [888, 1551, 993, 1565]
sail-story [6, 1202, 744, 1612]
work-description: ଖୋର୍ଦ୍ଧା ରୋଡ଼ ଡିଭିଜନର ବରିଷ୍ଠ ମଣ୍ଡଳ ଯନ୍ତ୍ରୀ(ଉତ୍ତର) ଅଧିକାର କ୍ଷେତ୍ର ଅଧୀନସ୍ଥ ଜଖପୁରା - ଜେନାପୁର ସେକ୍ସନ ମଧ୍ୟସ୍ଥ କି.ମି.348/5 ଠାରୁ 349/23 ପର୍ଯ୍ୟନ୍ତ ବ୍ରିଜ ନଂ.449 UP(ସ୍ପାନ ନଂ.16 ରୁ 29) ଉପରେ 1078 ଗୋଟି ଷ୍ଟିଲ ଚ୍ୟାନେଲ ସ୍ଲିପରଗୁଡ଼ିକ ନିମନ୍ତେ ବ୍ରିଜ ଚ୍ୟାନେଲ ସ୍ଲିପର ମାଧ୍ୟମରେ ନବୀକରଣ । [759, 1865, 1126, 1914]
metal-price: 28,490 [1042, 1271, 1092, 1287]
table-row [1137, 2081, 1494, 2110]
oscsc-title-2: CORPORATION LIMITED [1212, 1680, 1448, 1702]
gold-subtitle: ଭୁବନେଶ୍ୱର (10 ଗ୍ରାମ ପିଛା) [950, 1248, 1124, 1269]
railway-title-text: ପୂର୍ବ ତଟ ରେଳପଥ [866, 1357, 1018, 1382]
lemon-story [1140, 598, 1495, 1186]
earnest-money: ₹ 1,02,114. [1153, 1466, 1477, 1503]
venue-line: Khandagiri, Bhubaneswar, PIN-751030, Odisha [1171, 2035, 1459, 2051]
tender-work-row [759, 1765, 1126, 1790]
tender-form-cost: 5,000/- [993, 1852, 1125, 1866]
railway-tender-notice [756, 1352, 1128, 2338]
maruti-subheadline: ଜିଏମ୍‌ଙ୍କ ମୃତ୍ୟୁ, 91 କର୍ମଚାରୀ ଗିରଫ [386, 703, 708, 729]
tender-emd: 2,17,640/- [888, 1852, 993, 1866]
nit-number: NIT No : 07/NIT/SE/BCC/2012-13 [1153, 1384, 1395, 1401]
tender-cost: 1,26,62,100/- [759, 1751, 888, 1765]
tender-values-row [759, 1701, 1126, 1715]
work-description: ଖୋର୍ଦ୍ଧା ରୋଡ଼ ଡିଭିଜନର ସହାୟକ ମଣ୍ଡଳ ଯନ୍ତ୍ରୀ / ଯାଜପୁର-କେନ୍ଦୁଝର ରୋଡ଼ ଅଧିକାର କ୍ଷେତ୍ର ଅଧୀନରେ ରେଲଗୁଡ଼ିକର ପେଣ୍ଟିଂ, ERCs ଗ୍ରାସିଂ ତଥା ଅନ୍ୟ ସଂକ୍ଷେପ କାର୍ଯ୍ୟ । [759, 1765, 1126, 1790]
gold-title: ଆଜିର ସୁନା ରୁପା [950, 1218, 1124, 1248]
tender-cost: 1,10,76,020/- [759, 1701, 888, 1715]
signatory: Managing Director [1382, 2240, 1488, 2255]
workshop-photo [6, 694, 368, 884]
work-name: Providing RCC foundation work & other miscellaneous works at Choudwar, Cuttack (Odisha). [1153, 1406, 1477, 1463]
tenderwizard-link[interactable]: www.tenderwizard.com/CPWD [1153, 1590, 1384, 1607]
metal-label: ସୁନା [956, 1271, 977, 1287]
tender-form-cost: 5,000/- [993, 1790, 1125, 1804]
tender-cost: 1,35,28,800/- [759, 1852, 888, 1866]
author-photo [574, 1877, 744, 2177]
